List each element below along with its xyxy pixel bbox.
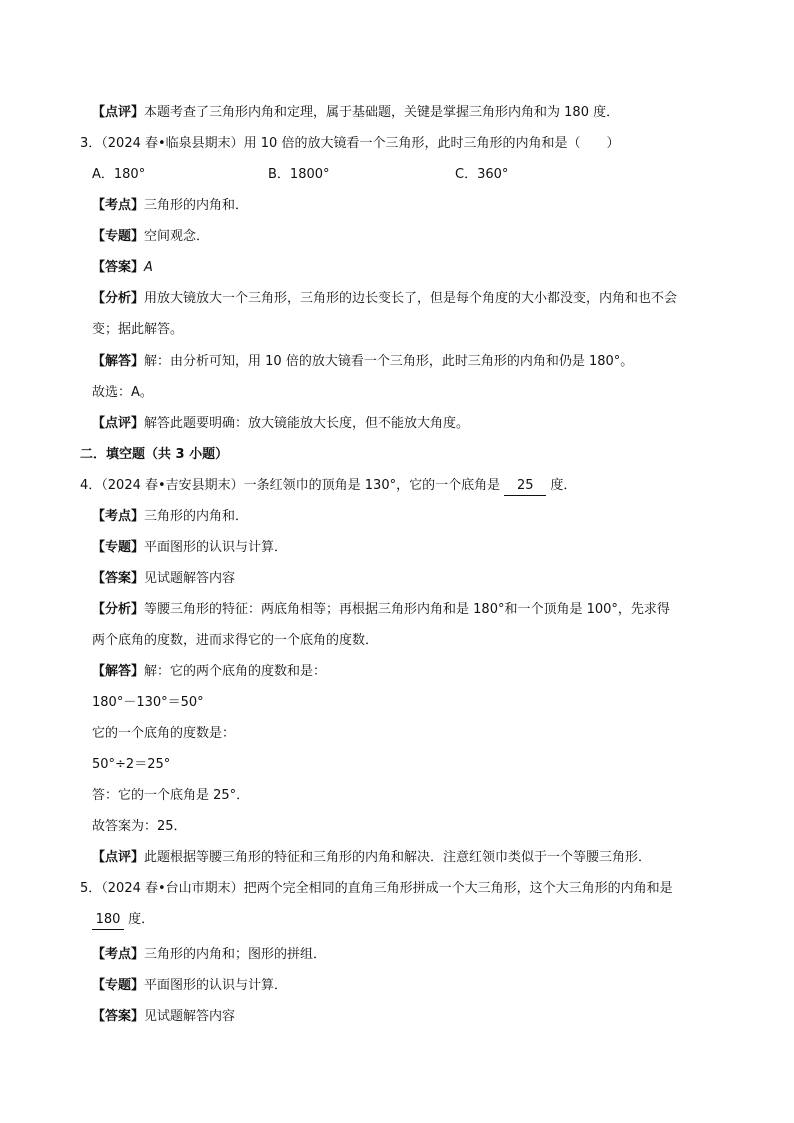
jieda-text: 解：它的两个底角的度数和是： [144,664,327,679]
tag-fenxi: 【分析】 [92,602,145,617]
section-2-heading: 二．填空题（共 3 小题） [80,447,229,462]
q3-option-c: C．360° [455,167,509,182]
tag-comment: 【点评】 [92,105,145,120]
q3-guxuan: 故选：A。 [92,385,153,400]
q4-step-5: 故答案为：25． [92,819,187,834]
tag-fenxi: 【分析】 [92,291,145,306]
tag-jieda: 【解答】 [92,354,145,369]
q4-step-2: 它的一个底角的度数是： [92,726,236,741]
q4-fenxi [92,601,670,619]
q3-zhuanti [92,228,209,246]
tag-daan: 【答案】 [92,260,145,275]
tag-kaodian: 【考点】 [92,947,145,962]
q4-answer-blank: 25 [504,477,546,496]
q3-fenxi [92,290,677,308]
tag-zhuanti: 【专题】 [92,978,145,993]
comment-text: 本题考查了三角形内角和定理，属于基础题，关键是掌握三角形内角和为 180 度． [144,105,620,120]
q4-step-1: 180°－130°＝50° [92,695,204,710]
q3-daan [92,259,153,277]
q4-step-3: 50°÷2＝25° [92,757,171,772]
q5-answer-blank: 180 [92,911,124,930]
q3-fenxi-cont: 变；据此解答。 [92,322,184,337]
tag-dianping: 【点评】 [92,850,145,865]
q4-daan [92,570,235,588]
q4-unit: 度． [550,478,577,493]
dianping-text: 此题根据等腰三角形的特征和三角形的内角和解决．注意红领巾类似于一个等腰三角形． [144,850,652,865]
q3-dianping [92,415,469,433]
q5-unit: 度． [128,912,155,927]
q3-kaodian [92,197,248,215]
q3-jieda [92,353,633,371]
q5-daan [92,1008,235,1026]
q4-fenxi-cont: 两个底角的度数，进而求得它的一个底角的度数． [92,633,379,648]
tag-dianping: 【点评】 [92,416,145,431]
tag-kaodian: 【考点】 [92,198,145,213]
q3-option-b: B．1800° [268,167,330,182]
kaodian-text: 三角形的内角和． [144,509,249,524]
tag-jieda: 【解答】 [92,664,145,679]
zhuanti-text: 平面图形的认识与计算． [144,978,288,993]
tag-kaodian: 【考点】 [92,509,145,524]
q3-option-a: A．180° [92,167,146,182]
fenxi-text: 等腰三角形的特征：两底角相等；再根据三角形内角和是 180°和一个顶角是 100°，先求得 [144,602,670,617]
tag-daan: 【答案】 [92,1009,145,1024]
zhuanti-text: 空间观念． [144,229,210,244]
fenxi-text: 用放大镜放大一个三角形，三角形的边长变长了，但是每个角度的大小都没变，内角和也不会 [144,291,678,306]
daan-text: A [144,260,153,275]
tag-zhuanti: 【专题】 [92,229,145,244]
q4-kaodian [92,508,248,526]
dianping-text: 解答此题要明确：放大镜能放大长度，但不能放大角度。 [144,416,470,431]
jieda-text: 解：由分析可知，用 10 倍的放大镜看一个三角形，此时三角形的内角和仍是 180°。 [144,354,634,369]
zhuanti-text: 平面图形的认识与计算． [144,540,288,555]
q4-stem: 4．（2024 春•吉安县期末）一条红领巾的顶角是 130°，它的一个底角是 [80,478,501,493]
q4-zhuanti [92,539,287,557]
kaodian-text: 三角形的内角和． [144,198,249,213]
question-5: 5．（2024 春•台山市期末）把两个完全相同的直角三角形拼成一个大三角形，这个大三角形的内角和是 [80,881,673,896]
daan-text: 见试题解答内容 [144,1009,236,1024]
q4-step-4: 答：它的一个底角是 25°． [92,788,250,803]
question-4 [80,477,576,496]
q5-kaodian [92,946,326,964]
daan-text: 见试题解答内容 [144,571,236,586]
q4-jieda [92,663,326,681]
tag-zhuanti: 【专题】 [92,540,145,555]
q4-dianping [92,849,651,867]
tag-daan: 【答案】 [92,571,145,586]
question-3: 3．（2024 春•临泉县期末）用 10 倍的放大镜看一个三角形，此时三角形的内角和是（ ） [80,136,620,151]
question-5-cont [92,911,154,930]
q5-zhuanti [92,977,287,995]
comment-line [92,104,619,122]
kaodian-text: 三角形的内角和；图形的拼组． [144,947,327,962]
